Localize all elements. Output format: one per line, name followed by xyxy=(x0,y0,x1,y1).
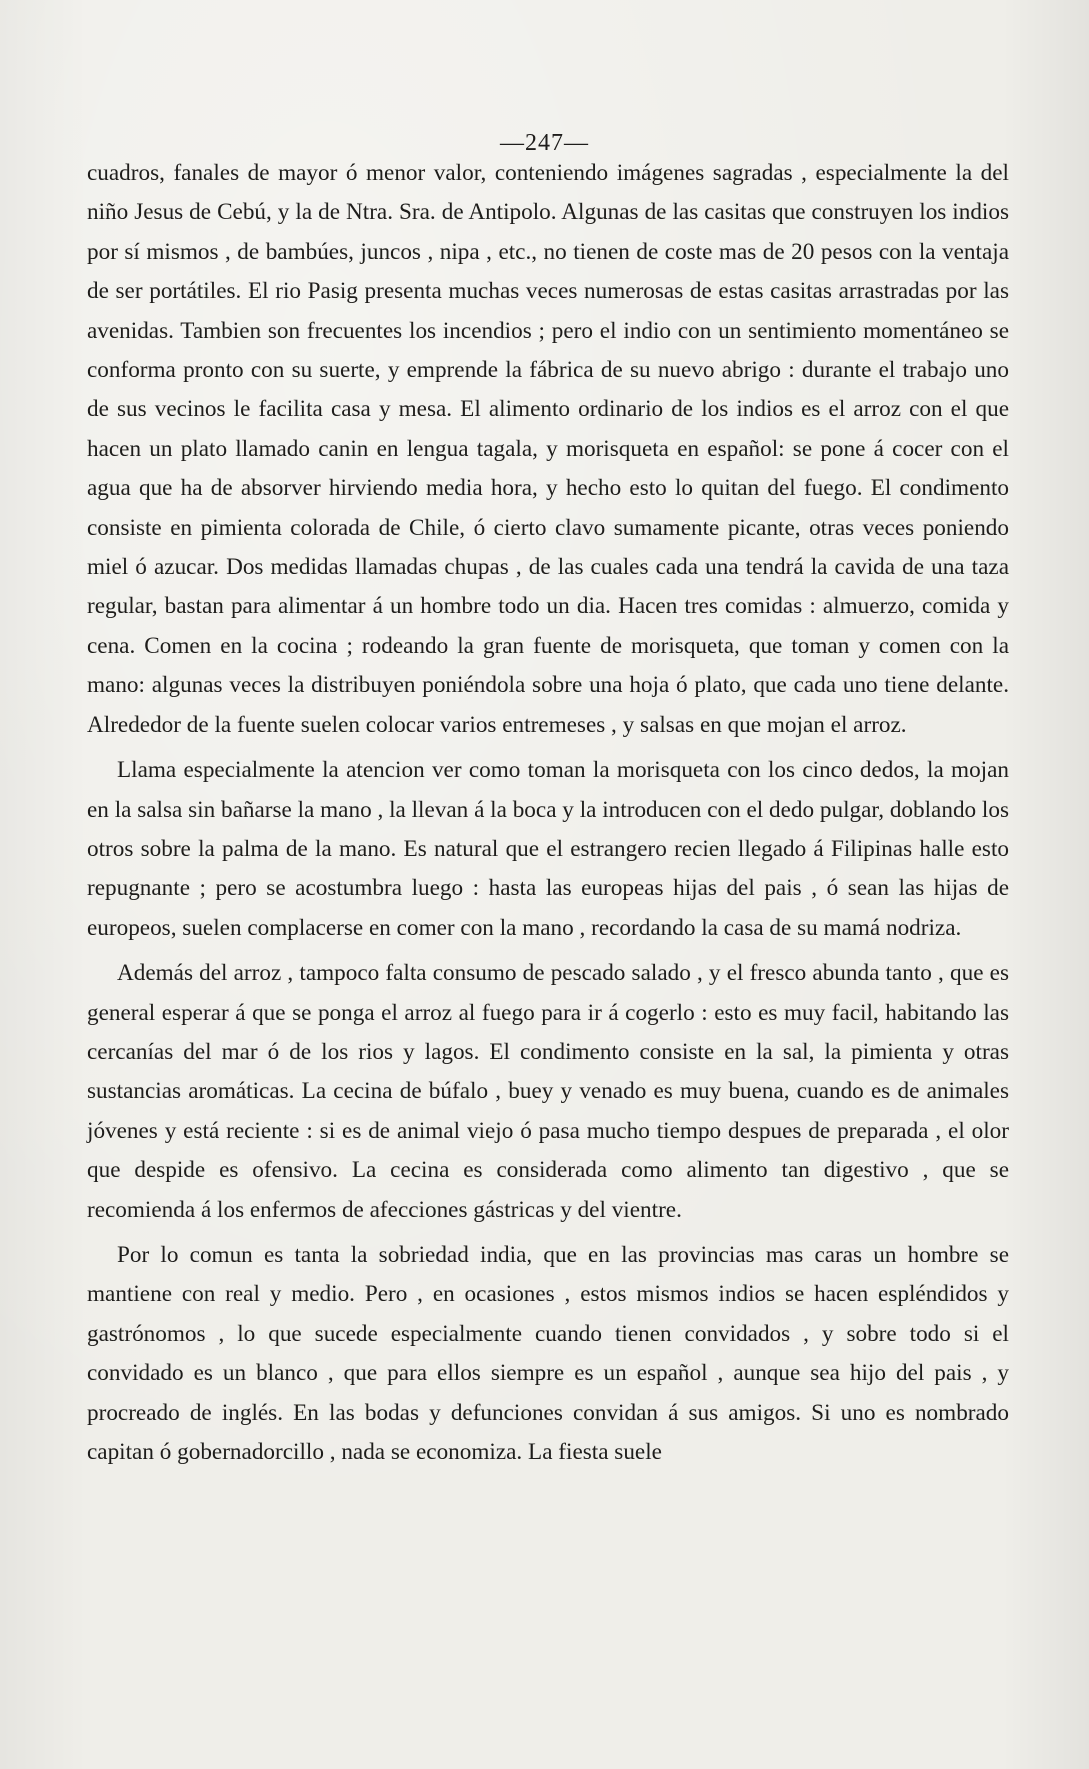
paragraph-2: Llama especialmente la atencion ver como toman la morisqueta con los cinco dedos, la mojan en la salsa sin bañarse la mano , la llevan á la boca y la introducen con el dedo pulgar, doblando los otros sobre la palma de la mano. Es natural que el estrangero recien llegado á Filipinas halle esto repugnante ; pero se acostumbra luego : hasta las europeas hijas del pais , ó sean las hijas de europeos, suelen complacerse en comer con la mano , recordando la casa de su mamá nodriza. xyxy=(87,757,1009,941)
paragraph-3: Además del arroz , tampoco falta consumo de pescado salado , y el fresco abunda tanto , que es general esperar á que se ponga el arroz al fuego para ir á cogerlo : esto es muy facil, habitando las cercanías del mar ó de los rios y lagos. El condimento consiste en la sal, la pimienta y otras sustancias aromáticas. La cecina de búfalo , buey y venado es muy buena, cuando es de animales jóvenes y está reciente : si es de animal viejo ó pasa mucho tiempo despues de preparada , el olor que despide es ofensivo. La cecina es considerada como alimento tan digestivo , que se recomienda á los enfermos de afecciones gástricas y del vientre. xyxy=(87,960,1009,1223)
paragraph-1: cuadros, fanales de mayor ó menor valor, conteniendo imágenes sagradas , especialmente la del niño Jesus de Cebú, y la de Ntra. Sra. de Antipolo. Algunas de las casitas que construyen los indios por sí mismos , de bambúes, juncos , nipa , etc., no tienen de coste mas de 20 pesos con la ventaja de ser portátiles. El rio Pasig presenta muchas veces numerosas de estas casitas arrastradas por las avenidas. Tambien son frecuentes los incendios ; pero el indio con un sentimiento momentáneo se conforma pronto con su suerte, y emprende la fábrica de su nuevo abrigo : durante el trabajo uno de sus vecinos le facilita casa y mesa. El alimento ordinario de los indios es el arroz con el que hacen un plato llamado canin en lengua tagala, y morisqueta en español: se pone á cocer con el agua que ha de absorver hirviendo media hora, y hecho esto lo quitan del fuego. El condimento consiste en pimienta colorada de Chile, ó cierto clavo sumamente picante, otras veces poniendo miel ó azucar. Dos medidas llamadas chupas , de las cuales cada una tendrá la cavida de una taza regular, bastan para alimentar á un hombre todo un dia. Hacen tres comidas : almuerzo, comida y cena. Comen en la cocina ; rodeando la gran fuente de morisqueta, que toman y comen con la mano: algunas veces la distribuyen poniéndola sobre una hoja ó plato, que cada uno tiene delante. Alrededor de la fuente suelen colocar varios entremeses , y salsas en que mojan el arroz. xyxy=(87,160,1009,738)
page-body xyxy=(87,154,1009,1472)
page-number: —247— xyxy=(500,130,589,156)
paragraph-4: Por lo comun es tanta la sobriedad india, que en las provincias mas caras un hombre se mantiene con real y medio. Pero , en ocasiones , estos mismos indios se hacen espléndidos y gastrónomos , lo que sucede especialmente cuando tienen convidados , y sobre todo si el convidado es un blanco , que para ellos siempre es un español , aunque sea hijo del pais , y procreado de inglés. En las bodas y defunciones convidan á sus amigos. Si uno es nombrado capitan ó gobernadorcillo , nada se economiza. La fiesta suele xyxy=(87,1241,1009,1465)
